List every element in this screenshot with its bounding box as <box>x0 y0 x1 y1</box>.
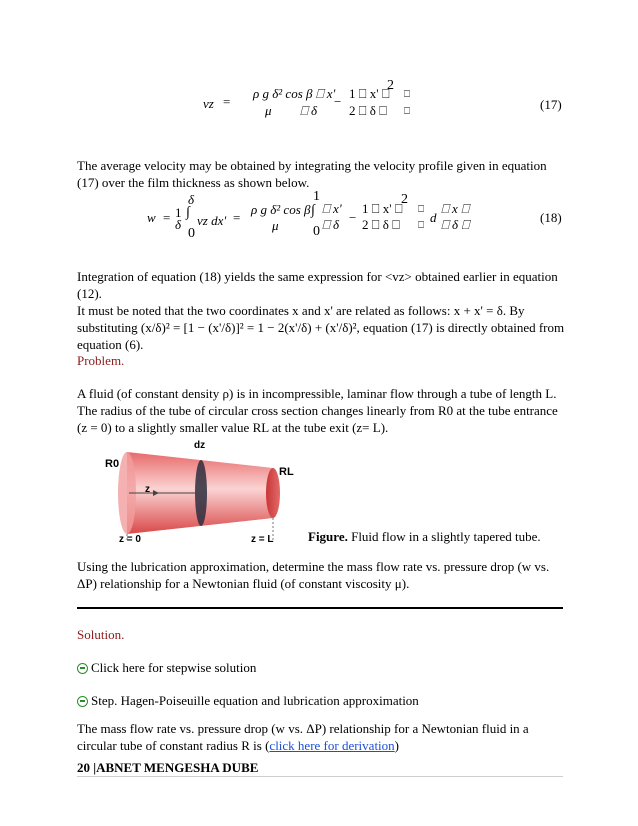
zl-label: z = L <box>251 534 274 545</box>
mass-flow-end: ) <box>394 738 400 753</box>
problem-label: Problem. <box>77 353 125 368</box>
paragraph-coordinates: It must be noted that the two coordinates x and x' are related as follows: x + x' = δ. By substituting (x/δ)² = [1 − (x'/δ)]² = 1 − 2(x'/δ) + (x'/δ)², equation (17) is directly obtained from equation (6). <box>77 303 565 352</box>
eq18-minus: − <box>349 210 357 225</box>
eq18-frac2-top: 1 ⎕ x' ⎕ <box>362 201 403 216</box>
eq18-int2-bot: 0 <box>313 224 320 239</box>
eq18-bracket-bot: ⎕ <box>418 220 424 231</box>
collapse-icon[interactable] <box>77 696 88 707</box>
derivation-link[interactable]: click here for derivation <box>269 738 395 753</box>
eq18-integral: ∫ <box>186 205 190 220</box>
paragraph-mass-flow <box>77 720 567 754</box>
eq18-w: w <box>147 210 156 225</box>
eq18-dx-top: ⎕ x ⎕ <box>441 201 469 216</box>
footer-rule <box>77 776 563 777</box>
stepwise-solution-toggle[interactable] <box>77 660 256 676</box>
rl-label: RL <box>279 466 294 478</box>
step-label[interactable]: Step. Hagen-Poiseuille equation and lubrication approximation <box>91 693 419 708</box>
eq18-bracket-top: ⎕ <box>418 204 424 215</box>
dz-slice <box>195 460 207 526</box>
eq17-equals: = <box>223 94 231 109</box>
eq17-frac-top: 1 ⎕ x' ⎕ <box>349 86 390 101</box>
page-footer: 20 |ABNET MENGESHA DUBE <box>77 760 259 775</box>
tube-exit <box>266 468 280 518</box>
z-label: z <box>145 484 150 495</box>
solution-label: Solution. <box>77 627 125 642</box>
eq18-equals-2: = <box>233 210 241 225</box>
eq17-close-top: ⎕ <box>404 89 410 100</box>
eq18-dx-bot: ⎕ δ ⎕ <box>441 217 470 232</box>
eq18-equals-1: = <box>163 210 171 225</box>
eq17-den-frac: ⎕ δ <box>300 103 318 118</box>
eq18-int2: ∫ <box>311 203 315 218</box>
mass-flow-text: The mass flow rate vs. pressure drop (w vs. ΔP) relationship for a Newtonian fluid in a circular tube of constant radius R is ( <box>77 721 529 753</box>
eq17-numerator: ρ g δ² cos β ⎕ x' <box>253 86 336 101</box>
collapse-icon[interactable] <box>77 663 88 674</box>
figure-caption-text: Fluid flow in a slightly tapered tube. <box>347 529 541 544</box>
tapered-tube-figure <box>105 440 305 545</box>
eq17-denominator: μ <box>265 103 272 118</box>
section-divider <box>77 607 563 609</box>
eq18-power: 2 <box>401 192 408 207</box>
eq17-power: 2 <box>387 78 394 93</box>
paragraph-integration: Integration of equation (18) yields the same expression for <vz> obtained earlier in equation (12). <box>77 269 558 301</box>
r0-label: R0 <box>105 458 120 470</box>
eq17-close-bot: ⎕ <box>404 106 410 117</box>
eq18-number: (18) <box>540 210 562 225</box>
eq17-lhs: vz <box>203 96 214 111</box>
figure-caption-label: Figure. <box>308 529 348 544</box>
eq18-one: 1 <box>175 205 182 220</box>
figure-caption <box>308 529 541 545</box>
dz-label: dz <box>194 440 206 451</box>
eq18-delta: δ <box>175 217 182 232</box>
eq18-numerator: ρ g δ² cos β <box>251 202 311 217</box>
paragraph-problem-statement: A fluid (of constant density ρ) is in incompressible, laminar flow through a tube of length L. The radius of the tube of circular cross section changes linearly from R0 at the tube entrance (z = 0) to a slightly smaller value RL at the tube exit (z= L). <box>77 386 558 435</box>
eq18-frac1-bot: ⎕ δ <box>322 217 340 232</box>
eq18-d: d <box>430 210 437 225</box>
tube-diagram <box>105 440 305 545</box>
paragraph-task: Using the lubrication approximation, determine the mass flow rate vs. pressure drop (w vs. ΔP) relationship for a Newtonian fluid (of constant viscosity μ). <box>77 559 550 591</box>
paragraph-average-velocity: The average velocity may be obtained by integrating the velocity profile given in equation (17) over the film thickness as shown below. <box>77 158 547 190</box>
eq18-frac2-bot: 2 ⎕ δ ⎕ <box>362 217 400 232</box>
eq17-frac-bot: 2 ⎕ δ ⎕ <box>349 103 387 118</box>
eq18-vz-dx: vz dx' <box>197 213 227 228</box>
eq18-mu: μ <box>272 218 279 233</box>
eq18-zero: 0 <box>188 226 195 241</box>
stepwise-solution-label[interactable]: Click here for stepwise solution <box>91 660 257 675</box>
eq18-int2-top: 1 <box>313 189 320 204</box>
eq18-frac1-top: ⎕ x' <box>322 201 342 216</box>
eq17-minus: − <box>334 94 342 109</box>
eq18-delta-upper: δ <box>188 192 195 207</box>
z0-label: z = 0 <box>119 534 141 545</box>
step-toggle-hagen-poiseuille[interactable] <box>77 693 419 709</box>
eq17-number: (17) <box>540 97 562 112</box>
